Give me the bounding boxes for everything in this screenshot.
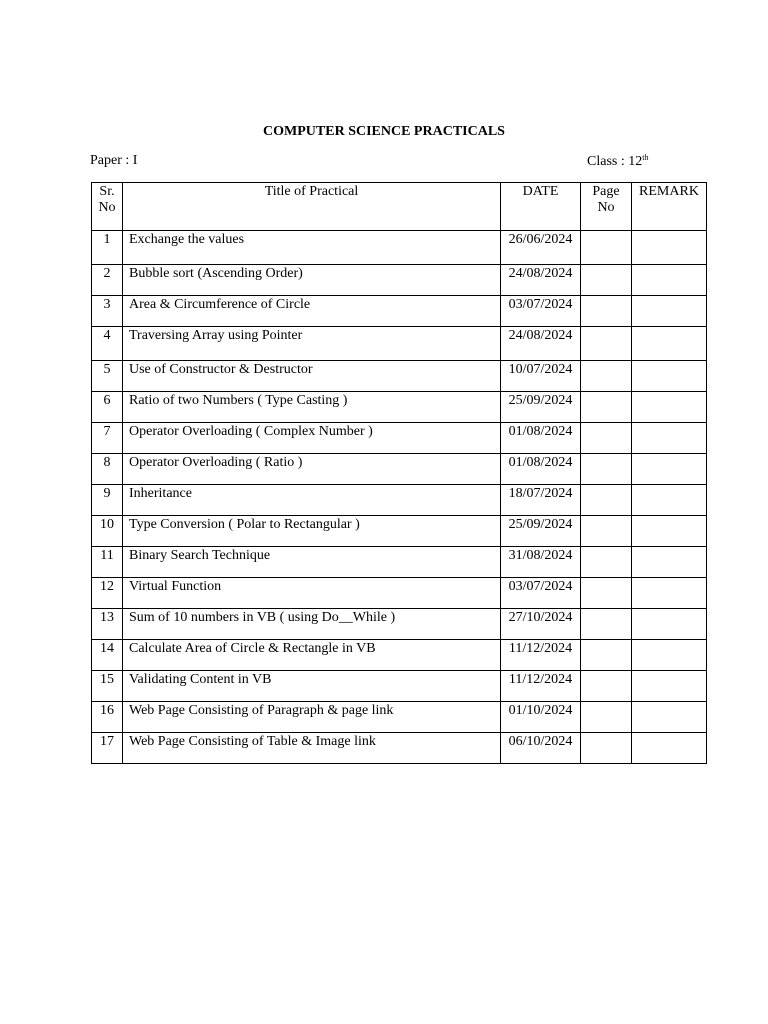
- page-no-cell: [581, 547, 632, 578]
- table-row: [92, 578, 707, 609]
- table-row: [92, 454, 707, 485]
- remark-cell: [632, 547, 707, 578]
- sr-no-cell: 11: [92, 547, 123, 578]
- date-cell: 03/07/2024: [501, 578, 581, 609]
- page-no-cell: [581, 423, 632, 454]
- sr-no-cell: 5: [92, 361, 123, 392]
- date-cell: 26/06/2024: [501, 231, 581, 265]
- table-row: [92, 392, 707, 423]
- table-row: [92, 361, 707, 392]
- date-cell: 03/07/2024: [501, 296, 581, 327]
- remark-cell: [632, 485, 707, 516]
- practical-title-cell: Use of Constructor & Destructor: [123, 361, 501, 392]
- class-suffix: th: [642, 153, 649, 162]
- class-text: Class : 12: [587, 154, 643, 169]
- sr-no-cell: 15: [92, 671, 123, 702]
- sr-no-cell: 7: [92, 423, 123, 454]
- practicals-table: [91, 182, 707, 764]
- page-no-cell: [581, 296, 632, 327]
- practical-title-cell: Inheritance: [123, 485, 501, 516]
- date-cell: 06/10/2024: [501, 733, 581, 764]
- header-sr-line2: No: [98, 200, 116, 215]
- page-no-cell: [581, 516, 632, 547]
- page-no-cell: [581, 265, 632, 296]
- sr-no-cell: 12: [92, 578, 123, 609]
- page-no-cell: [581, 640, 632, 671]
- practical-title-cell: Virtual Function: [123, 578, 501, 609]
- page-no-cell: [581, 454, 632, 485]
- sr-no-cell: 6: [92, 392, 123, 423]
- practical-title-cell: Traversing Array using Pointer: [123, 327, 501, 361]
- date-cell: 24/08/2024: [501, 327, 581, 361]
- table-row: [92, 423, 707, 454]
- date-cell: 25/09/2024: [501, 516, 581, 547]
- paper-label: Paper : I: [90, 153, 138, 168]
- sr-no-cell: 14: [92, 640, 123, 671]
- page-no-cell: [581, 392, 632, 423]
- table-row: [92, 547, 707, 578]
- practical-title-cell: Calculate Area of Circle & Rectangle in VB: [123, 640, 501, 671]
- page-no-cell: [581, 231, 632, 265]
- page-no-cell: [581, 485, 632, 516]
- sr-no-cell: 10: [92, 516, 123, 547]
- remark-cell: [632, 733, 707, 764]
- practical-title-cell: Area & Circumference of Circle: [123, 296, 501, 327]
- sr-no-cell: 13: [92, 609, 123, 640]
- sr-no-cell: 1: [92, 231, 123, 265]
- table-row: [92, 296, 707, 327]
- practical-title-cell: Web Page Consisting of Paragraph & page link: [123, 702, 501, 733]
- sr-no-cell: 4: [92, 327, 123, 361]
- page-no-cell: [581, 609, 632, 640]
- date-cell: 27/10/2024: [501, 609, 581, 640]
- remark-cell: [632, 516, 707, 547]
- remark-cell: [632, 578, 707, 609]
- table-row: [92, 702, 707, 733]
- date-cell: 01/08/2024: [501, 454, 581, 485]
- table-row: [92, 733, 707, 764]
- header-date: DATE: [501, 183, 581, 231]
- date-cell: 11/12/2024: [501, 671, 581, 702]
- sr-no-cell: 2: [92, 265, 123, 296]
- header-title: Title of Practical: [123, 183, 501, 231]
- table-row: [92, 609, 707, 640]
- sr-no-cell: 8: [92, 454, 123, 485]
- remark-cell: [632, 392, 707, 423]
- page-no-cell: [581, 327, 632, 361]
- header-page-no: [581, 183, 632, 231]
- date-cell: 01/10/2024: [501, 702, 581, 733]
- remark-cell: [632, 702, 707, 733]
- table-row: [92, 640, 707, 671]
- header-sr-no: [92, 183, 123, 231]
- practical-title-cell: Type Conversion ( Polar to Rectangular ): [123, 516, 501, 547]
- practical-title-cell: Binary Search Technique: [123, 547, 501, 578]
- header-page-line2: No: [597, 200, 615, 215]
- practical-title-cell: Validating Content in VB: [123, 671, 501, 702]
- remark-cell: [632, 265, 707, 296]
- practical-title-cell: Operator Overloading ( Complex Number ): [123, 423, 501, 454]
- remark-cell: [632, 296, 707, 327]
- practical-title-cell: Exchange the values: [123, 231, 501, 265]
- remark-cell: [632, 327, 707, 361]
- table-header-row: [92, 183, 707, 231]
- date-cell: 24/08/2024: [501, 265, 581, 296]
- remark-cell: [632, 609, 707, 640]
- table-row: [92, 327, 707, 361]
- sr-no-cell: 9: [92, 485, 123, 516]
- date-cell: 01/08/2024: [501, 423, 581, 454]
- table-body: [92, 231, 707, 764]
- date-cell: 25/09/2024: [501, 392, 581, 423]
- header-page-line1: Page: [592, 184, 620, 199]
- remark-cell: [632, 361, 707, 392]
- page-no-cell: [581, 578, 632, 609]
- page-no-cell: [581, 733, 632, 764]
- page-no-cell: [581, 361, 632, 392]
- remark-cell: [632, 640, 707, 671]
- remark-cell: [632, 231, 707, 265]
- practical-title-cell: Ratio of two Numbers ( Type Casting ): [123, 392, 501, 423]
- table-row: [92, 516, 707, 547]
- document-title: COMPUTER SCIENCE PRACTICALS: [263, 124, 505, 139]
- remark-cell: [632, 423, 707, 454]
- sr-no-cell: 16: [92, 702, 123, 733]
- table-row: [92, 671, 707, 702]
- class-label: [587, 153, 648, 170]
- page-no-cell: [581, 671, 632, 702]
- remark-cell: [632, 454, 707, 485]
- date-cell: 11/12/2024: [501, 640, 581, 671]
- practical-title-cell: Operator Overloading ( Ratio ): [123, 454, 501, 485]
- table-row: [92, 231, 707, 265]
- table-row: [92, 485, 707, 516]
- remark-cell: [632, 671, 707, 702]
- table-row: [92, 265, 707, 296]
- date-cell: 10/07/2024: [501, 361, 581, 392]
- sr-no-cell: 3: [92, 296, 123, 327]
- page-no-cell: [581, 702, 632, 733]
- sr-no-cell: 17: [92, 733, 123, 764]
- practical-title-cell: Bubble sort (Ascending Order): [123, 265, 501, 296]
- date-cell: 18/07/2024: [501, 485, 581, 516]
- date-cell: 31/08/2024: [501, 547, 581, 578]
- header-sr-line1: Sr.: [99, 184, 115, 199]
- practical-title-cell: Web Page Consisting of Table & Image link: [123, 733, 501, 764]
- header-remark: REMARK: [632, 183, 707, 231]
- practical-title-cell: Sum of 10 numbers in VB ( using Do__While ): [123, 609, 501, 640]
